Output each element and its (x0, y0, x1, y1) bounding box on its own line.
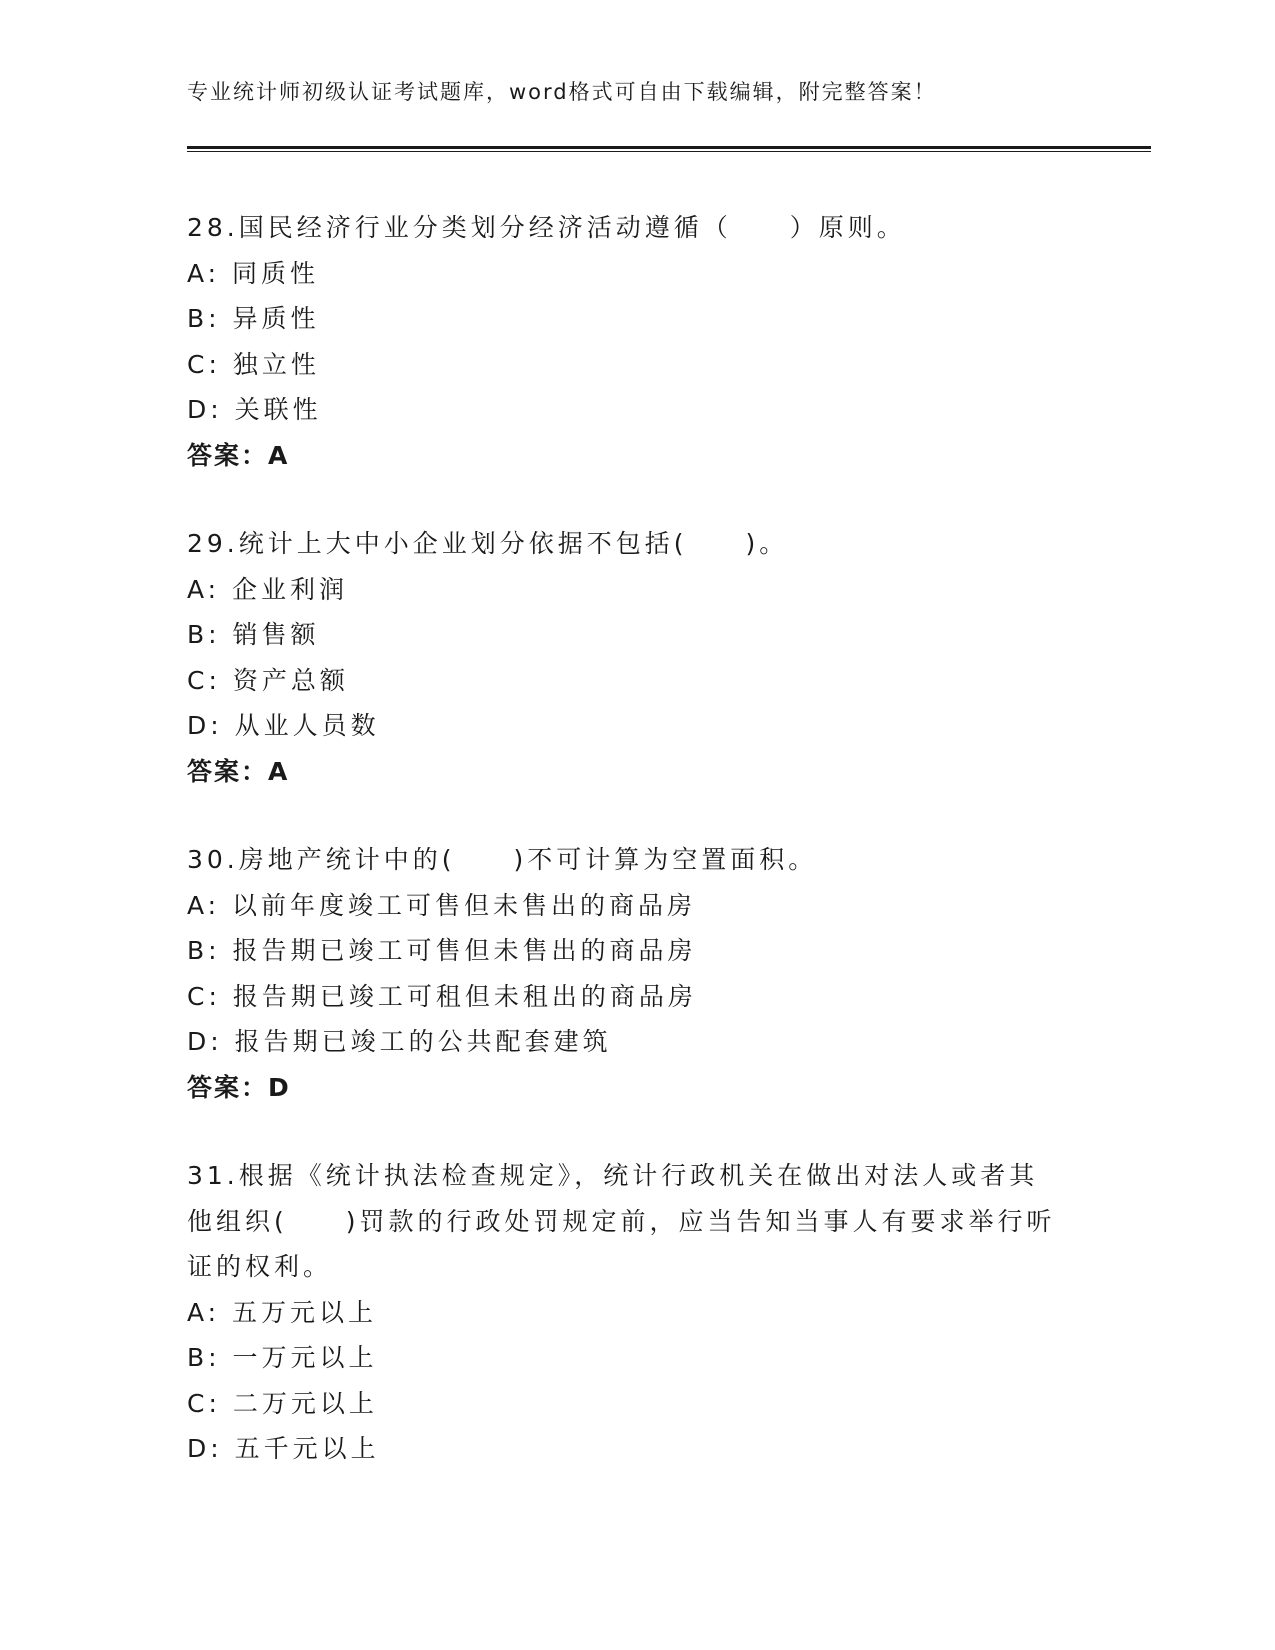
option-c: C: 报告期已竣工可租但未租出的商品房 (187, 981, 697, 1011)
option-b: B: 销售额 (187, 620, 320, 649)
question-28 (187, 205, 1087, 478)
option-a: A: 以前年度竣工可售但未售出的商品房 (187, 890, 697, 920)
question-31 (187, 1153, 1087, 1472)
option-b: B: 异质性 (187, 304, 320, 333)
question-stem: 30.房地产统计中的( )不可计算为空置面积。 (187, 845, 818, 874)
answer-line: 答案：A (187, 440, 290, 470)
option-d: D: 关联性 (187, 395, 322, 424)
question-stem: 29.统计上大中小企业划分依据不包括( )。 (187, 529, 789, 558)
question-stem-line-2: 他组织( )罚款的行政处罚规定前，应当告知当事人有要求举行听 (187, 1206, 1056, 1236)
question-list (187, 205, 1087, 1515)
option-d: D: 五千元以上 (187, 1434, 380, 1463)
option-c: C: 独立性 (187, 349, 320, 379)
option-c: C: 资产总额 (187, 665, 349, 695)
option-b: B: 报告期已竣工可售但未售出的商品房 (187, 936, 697, 965)
question-stem-line-1: 31.根据《统计执法检查规定》，统计行政机关在做出对法人或者其 (187, 1161, 1039, 1190)
answer-line: 答案：D (187, 1072, 291, 1102)
option-a: A: 企业利润 (187, 574, 349, 604)
option-a: A: 同质性 (187, 258, 320, 288)
option-b: B: 一万元以上 (187, 1343, 378, 1372)
header-rule-thick (187, 146, 1151, 149)
question-30 (187, 837, 1087, 1110)
question-stem-line-3: 证的权利。 (187, 1252, 333, 1281)
question-29 (187, 521, 1087, 794)
option-d: D: 报告期已竣工的公共配套建筑 (187, 1027, 612, 1056)
option-c: C: 二万元以上 (187, 1388, 378, 1418)
option-a: A: 五万元以上 (187, 1297, 378, 1327)
question-stem: 28.国民经济行业分类划分经济活动遵循（ ）原则。 (187, 213, 906, 242)
answer-line: 答案：A (187, 756, 290, 786)
page-header: 专业统计师初级认证考试题库，word格式可自由下载编辑，附完整答案！ (187, 80, 937, 104)
option-d: D: 从业人员数 (187, 711, 380, 740)
header-rule-thin (187, 151, 1151, 152)
